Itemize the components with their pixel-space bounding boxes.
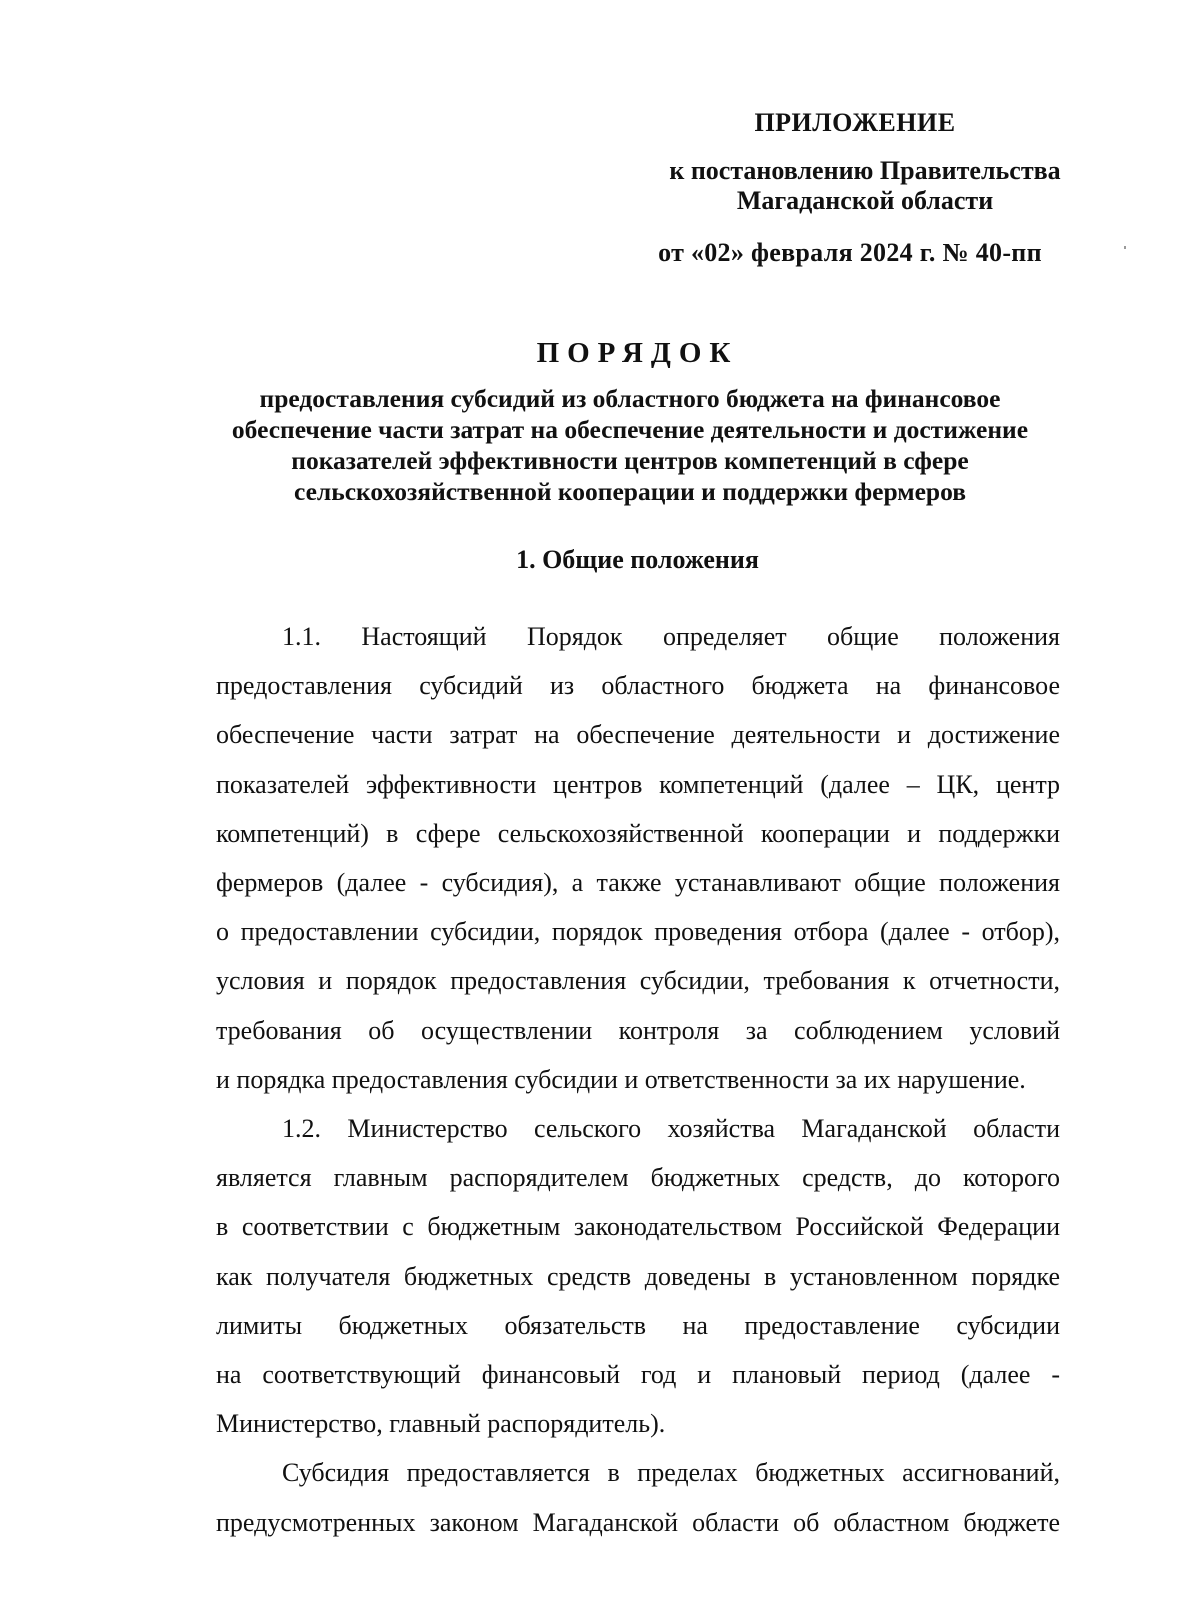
section-heading: 1. Общие положения xyxy=(516,545,759,574)
paragraph-line: и порядка предоставления субсидии и ответственности за их нарушение. xyxy=(216,1064,1026,1094)
paragraph-line: предоставления субсидий из областного бюджета на финансовое xyxy=(216,671,1060,701)
appendix-resolution-line: к постановлению Правительства xyxy=(669,156,1061,185)
appendix-region-line: Магаданской области xyxy=(736,186,994,215)
paragraph-line: обеспечение части затрат на обеспечение деятельности и достижение xyxy=(216,720,1060,750)
paragraph-line: предусмотренных законом Магаданской области об областном бюджете xyxy=(216,1507,1060,1537)
subtitle-line: предоставления субсидий из областного бюджета на финансовое xyxy=(259,384,1001,413)
document-subtitle xyxy=(180,383,1080,507)
paragraph-line: как получателя бюджетных средств доведены в установленном порядке xyxy=(216,1261,1060,1291)
paragraph-line: Субсидия предоставляется в пределах бюджетных ассигнований, xyxy=(282,1458,1060,1488)
paragraph-line: 1.1. Настоящий Порядок определяет общие положения xyxy=(282,622,1060,651)
paragraph-line: является главным распорядителем бюджетных средств, до которого xyxy=(216,1163,1060,1193)
paragraph-line: в соответствии с бюджетным законодательством Российской Федерации xyxy=(216,1212,1060,1242)
paragraph-line: лимиты бюджетных обязательств на предоставление субсидии xyxy=(216,1310,1060,1340)
paragraph-line: компетенций) в сфере сельскохозяйственной кооперации и поддержки xyxy=(216,818,1060,848)
paragraph-line: Министерство, главный распорядитель). xyxy=(216,1409,666,1439)
subtitle-line: сельскохозяйственной кооперации и поддержки фермеров xyxy=(293,477,966,506)
body-text xyxy=(216,612,1060,1547)
appendix-block xyxy=(650,108,1080,268)
appendix-title: ПРИЛОЖЕНИЕ xyxy=(754,108,956,137)
appendix-date-line: от «02» февраля 2024 г. № 40-пп xyxy=(658,238,1042,267)
paragraph-line: 1.2. Министерство сельского хозяйства Магаданской области xyxy=(282,1114,1060,1144)
scan-artifact xyxy=(1124,246,1126,249)
paragraph-line: условия и порядок предоставления субсидии, требования к отчетности, xyxy=(216,966,1060,996)
paragraph-line: показателей эффективности центров компетенций (далее – ЦК, центр xyxy=(216,769,1060,799)
subtitle-line: показателей эффективности центров компетенций в сфере xyxy=(291,446,969,475)
paragraph-line: фермеров (далее - субсидия), а также устанавливают общие положения xyxy=(216,868,1060,898)
subtitle-line: обеспечение части затрат на обеспечение деятельности и достижение xyxy=(231,415,1029,444)
document-title: ПОРЯДОК xyxy=(536,337,739,369)
paragraph-line: на соответствующий финансовый год и плановый период (далее - xyxy=(216,1360,1060,1390)
paragraph-line: о предоставлении субсидии, порядок проведения отбора (далее - отбор), xyxy=(216,917,1060,947)
paragraph-line: требования об осуществлении контроля за соблюдением условий xyxy=(216,1015,1060,1045)
